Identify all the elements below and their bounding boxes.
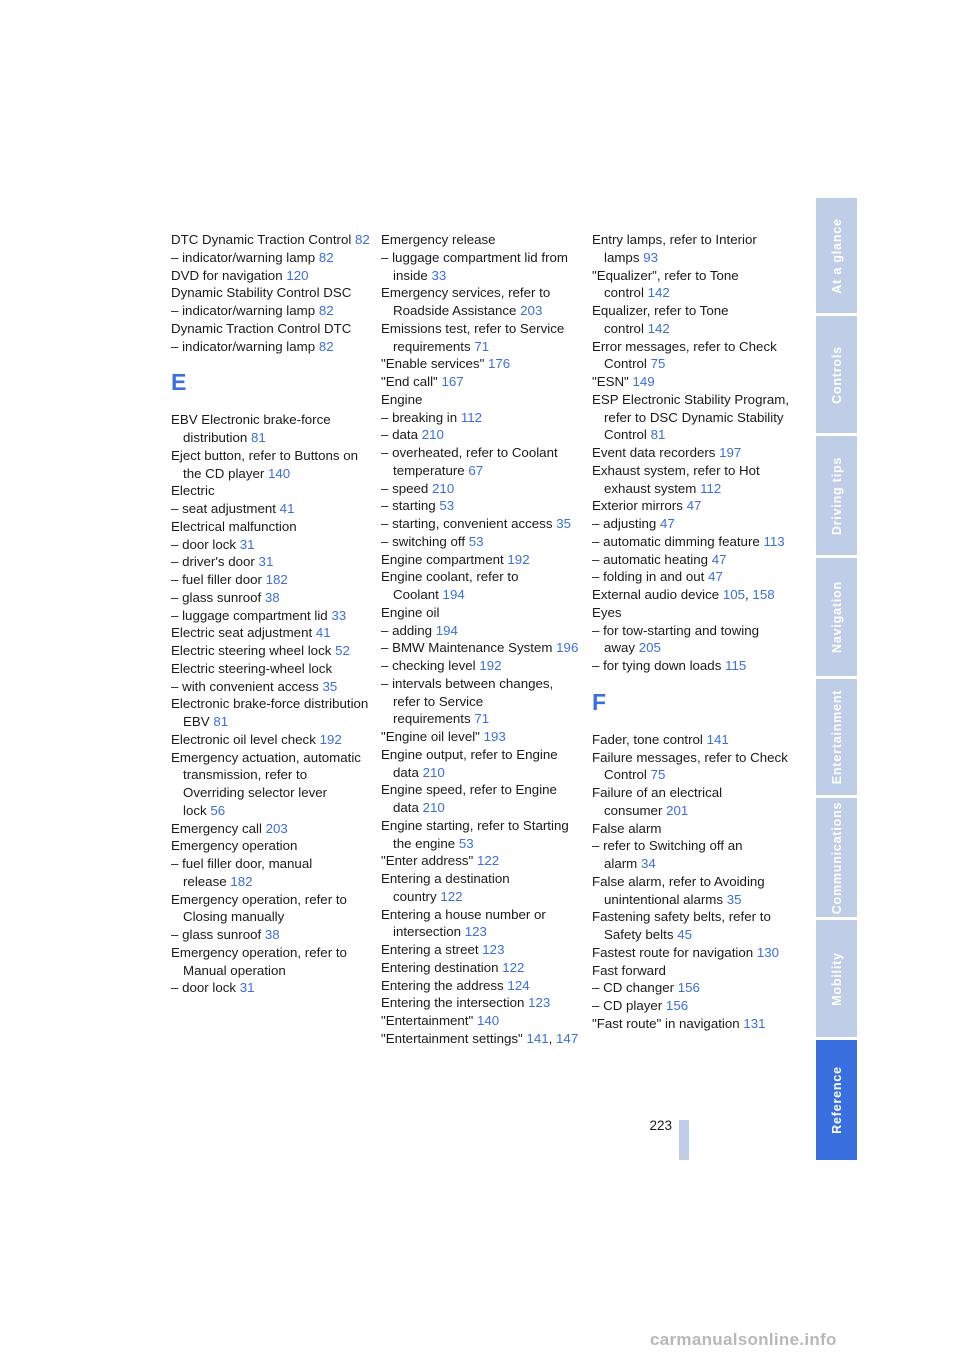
index-entry-text: Entry lamps, refer to Interior lamps [592,232,757,265]
page-reference-link[interactable]: 210 [421,427,444,443]
index-entry-text: Engine oil [381,604,440,620]
index-entry [171,624,371,642]
page-reference-link[interactable]: 41 [279,501,295,516]
index-entry-text: Emergency services, refer to Roadside Assistance [381,285,551,318]
page-reference-link[interactable]: 35 [726,891,742,907]
index-entry-text: "Enable services" [381,356,485,372]
index-entry-text: Emergency call [171,820,262,836]
index-entry-text: Engine speed, refer to Engine data [381,782,557,815]
page-reference-link[interactable]: 197 [719,445,742,460]
page-reference-link[interactable]: 52 [335,643,350,658]
index-entry [592,820,792,838]
page-reference-link[interactable]: 142 [647,285,670,301]
page-reference-link[interactable]: 158 [752,587,775,602]
watermark: carmanualsonline.info [650,1330,837,1349]
tab-driving-tips[interactable] [816,436,857,555]
index-entry-text: – adjusting [592,516,657,531]
index-column-2 [381,231,581,1048]
tab-entertainment[interactable] [816,679,857,795]
index-entry-text: Electric [171,483,215,499]
index-entry [171,855,371,891]
section-tabs [816,198,857,1160]
page-reference-link[interactable]: 47 [708,569,723,585]
index-entry-text: Emergency operation, refer to Closing manually [171,891,347,925]
index-entry [171,536,371,554]
page-reference-link[interactable]: 82 [318,249,334,265]
index-entry [171,749,371,820]
index-entry-text: Failure of an electrical consumer [592,785,723,818]
page-reference-link[interactable]: 192 [507,551,530,567]
index-entry [381,568,581,604]
page-reference-link[interactable]: 53 [458,835,474,851]
index-entry [381,497,581,515]
page-reference-link[interactable]: 122 [476,853,500,869]
index-entry-text: – seat adjustment [171,501,276,516]
page-reference-link[interactable]: 205 [638,640,661,656]
page-reference-link[interactable]: 156 [665,998,689,1013]
page-reference-link[interactable]: 67 [468,462,484,478]
index-entry [381,639,581,657]
page-reference-link[interactable]: 176 [488,356,511,372]
index-entry-text: – checking level [381,658,476,673]
index-entry-text: Exterior mirrors [592,498,683,514]
index-entry-text: DTC Dynamic Traction Control [171,232,352,247]
page-reference-link[interactable]: 115 [725,658,747,673]
index-entry [171,642,371,660]
index-entry [592,373,792,391]
page-reference-link[interactable]: 182 [265,572,288,587]
index-entry-text: Emergency operation, refer to Manual operation [171,944,347,978]
index-entry [171,518,371,536]
index-entry [381,426,581,444]
index-entry-text: – with convenient access [171,678,319,694]
index-entry-text: Electronic brake-force distribution EBV [171,696,369,729]
index-entry [381,675,581,728]
index-entry [381,977,581,995]
index-entry [381,959,581,977]
index-entry [592,731,792,749]
section-letter: F [592,688,607,715]
index-entry-text: Electric steering-wheel lock [171,660,333,676]
page-reference-link[interactable]: 33 [331,607,347,623]
index-entry [592,962,792,980]
index-entry-text: Eject button, refer to Buttons on the CD player [171,447,359,481]
page-reference-link[interactable]: 210 [432,480,455,496]
index-entry-text: – overheated, refer to Coolant temperature [381,445,558,478]
index-entry [381,746,581,782]
index-entry [592,231,792,267]
page-reference-link[interactable]: 35 [322,678,338,694]
page-reference-link[interactable]: 123 [528,995,551,1011]
page-reference-link[interactable]: 122 [502,959,525,975]
tab-label: Controls [829,345,844,404]
index-entry-text: – for tow-starting and towing away [592,622,760,656]
index-entry [171,553,371,571]
index-entry [592,1015,792,1033]
index-entry [592,444,792,462]
index-entry [171,302,371,320]
tab-label: Reference [829,1066,844,1134]
page-number: 223 [649,1118,672,1133]
page-reference-link[interactable]: 201 [666,802,689,818]
index-entry [381,852,581,870]
index-entry [171,820,371,838]
page-reference-link[interactable]: 38 [264,589,280,605]
page-reference-link[interactable]: 141 [526,1030,549,1046]
section-letter: E [171,369,187,396]
page-reference-link[interactable]: 194 [435,622,458,638]
index-entry-text: Emergency actuation, automatic transmission, refer to Overriding selector lever lock [171,749,361,818]
index-entry [592,604,792,622]
index-entry-text: – CD player [592,998,663,1013]
index-entry [592,497,792,515]
page-reference-link[interactable]: 38 [264,927,280,942]
page-reference-link[interactable]: 192 [479,658,502,673]
index-column-3 [592,231,792,1033]
index-entry [381,355,581,373]
index-entry-text: – breaking in [381,409,458,425]
page-reference-link[interactable]: 120 [286,267,309,283]
page-reference-link[interactable]: 41 [315,625,331,641]
tab-at-a-glance[interactable] [816,198,857,313]
index-entry-text: Engine output, refer to Engine data [381,746,558,780]
page-reference-link[interactable]: 140 [476,1013,500,1028]
index-entry-text: – BMW Maintenance System [381,640,553,656]
index-entry [592,749,792,785]
index-entry [381,231,581,249]
index-entry-text: – adding [381,622,433,638]
page-reference-link[interactable]: 53 [468,533,484,549]
index-entry-text: Entering the address [381,977,504,993]
page-reference-link[interactable]: 194 [442,587,465,602]
index-entry [592,462,792,498]
index-entry-text: – speed [381,480,429,496]
index-entry-text: Dynamic Stability Control DSC [171,285,352,301]
page-reference-link[interactable]: 131 [743,1015,766,1031]
index-entry-text: "Fast route" in navigation [592,1015,740,1031]
index-entry-text: "Equalizer", refer to Tone control [592,267,739,301]
index-entry: "Entertainment settings" 141, 147 [381,1030,579,1046]
page-reference-link[interactable]: 33 [431,267,447,283]
index-entry-text: Entering a destination country [381,871,510,904]
page-reference-link[interactable]: 167 [441,374,464,389]
index-entry [171,589,371,607]
index-entry-text: – indicator/warning lamp [171,249,316,265]
index-entry [381,515,581,533]
index-entry [592,391,792,444]
index-entry-text: Electric steering wheel lock [171,643,332,658]
page-reference-link[interactable]: 81 [650,427,666,443]
index-entry-text: – glass sunroof [171,589,262,605]
page-reference-link[interactable]: 56 [210,802,226,818]
index-entry-text: – folding in and out [592,569,705,585]
index-entry-text: – indicator/warning lamp [171,338,316,354]
index-entry-text: "Enter address" [381,853,474,869]
index-entry-text: Emergency release [381,232,496,247]
index-entry-text: Engine starting, refer to Starting the engine [381,817,569,851]
page-reference-link[interactable]: 123 [464,924,487,940]
page-reference-link[interactable]: 75 [650,356,666,372]
index-entry [381,409,581,427]
index-entry [171,249,371,267]
index-entry [381,994,581,1012]
index-entry-text: – CD changer [592,980,675,996]
page-reference-link[interactable]: 156 [677,980,700,996]
index-entry-text: – starting [381,498,436,514]
tab-communications[interactable] [816,798,857,917]
index-entry [171,267,371,285]
index-entry [592,784,792,820]
index-entry-text: Equalizer, refer to Tone control [592,303,729,336]
index-entry-text: – door lock [171,980,237,996]
index-entry-text: – driver's door [171,554,255,570]
index-entry-text: External audio device [592,587,720,602]
index-entry-text: "Entertainment" [381,1013,474,1028]
page-reference-link[interactable]: 75 [650,767,666,783]
index-entry [171,571,371,589]
index-entry [592,997,792,1015]
tab-label: Driving tips [829,456,844,535]
page-marker-bar [679,1120,689,1160]
index-entry-text: "Engine oil level" [381,729,480,744]
index-entry [592,338,792,374]
index-entry [171,678,371,696]
index-entry [171,231,371,249]
index-entry [381,249,581,285]
index-entry-text: Dynamic Traction Control DTC [171,320,352,336]
index-entry [592,533,792,551]
index-entry-text: – automatic dimming feature [592,533,760,549]
index-entry-text: Engine compartment [381,551,504,567]
index-entry-text: – intervals between changes, refer to Service requirements [381,675,554,727]
index-entry-text: Electrical malfunction [171,518,297,534]
index-entry-text: Electronic oil level check [171,731,316,747]
page-reference-link[interactable]: 123 [482,942,505,957]
page-reference-link[interactable]: 193 [483,729,506,744]
page-reference-link[interactable]: 82 [355,232,370,247]
index-column-1 [171,231,371,997]
index-entry [171,447,371,483]
page-reference-link[interactable]: 45 [677,927,692,942]
index-entry [171,338,371,356]
tab-label: Entertainment [829,689,844,785]
page-reference-link[interactable]: 140 [268,465,291,481]
index-entry-text: – door lock [171,536,237,552]
index-entry-text: – fuel filler door [171,572,262,587]
index-entry-text: Failure messages, refer to Check Control [592,749,788,783]
index-entry-text: – glass sunroof [171,927,262,942]
page-reference-link[interactable]: 182 [230,873,253,889]
index-entry [381,480,581,498]
page-reference-link[interactable]: 105 [722,587,746,602]
page-reference-link[interactable]: 47 [660,516,675,531]
index-entry [381,817,581,853]
index-entry [171,891,371,927]
index-entry-text: – for tying down loads [592,658,722,673]
tab-label: Communications [829,801,844,914]
index-entry [592,944,792,962]
index-entry-text: – refer to Switching off an alarm [592,838,743,871]
page-reference-link[interactable]: 112 [460,409,483,425]
index-entry [381,906,581,942]
tab-controls[interactable] [816,316,857,433]
index-entry-text: – indicator/warning lamp [171,303,316,318]
index-entry-text: "ESN" [592,374,629,389]
page-reference-link[interactable]: 210 [422,764,445,780]
index-entry-text: – luggage compartment lid [171,607,328,623]
index-entry [381,622,581,640]
index-entry-text: – fuel filler door, manual release [171,856,313,889]
index-entry-text: Entering a house number or intersection [381,906,546,940]
index-entry: External audio device 105, 158 [592,587,775,602]
page-reference-link[interactable]: 203 [265,820,288,836]
index-entry [171,607,371,625]
index-entry-text: Entering the intersection [381,995,525,1011]
index-entry-text: False alarm, refer to Avoiding unintentional alarms [592,873,765,907]
index-entry [171,944,371,980]
index-entry [381,870,581,906]
index-entry [381,1012,581,1030]
index-entry [171,284,371,302]
page-reference-link[interactable]: 35 [556,516,571,531]
page-reference-link[interactable]: 53 [439,498,455,514]
index-entry [171,926,371,944]
index-entry [381,941,581,959]
page-reference-link[interactable]: 149 [632,374,655,389]
page-reference-link[interactable]: 142 [647,320,670,336]
page-reference-link[interactable]: 130 [756,944,780,960]
index-entry [592,568,792,586]
index-entry-text: ESP Electronic Stability Program, refer to DSC Dynamic Stability Control [592,391,790,443]
index-entry-text: – luggage compartment lid from inside [381,249,568,283]
page-reference-link[interactable]: 31 [239,536,255,552]
index-entry [592,908,792,944]
index-entry [381,320,581,356]
page-reference-link[interactable]: 71 [474,711,490,727]
index-entry [381,444,581,480]
index-entry-text: Engine [381,391,423,407]
tab-navigation[interactable] [816,558,857,676]
index-entry [381,604,581,622]
index-entry-text: False alarm [592,820,662,836]
index-entry [381,373,581,391]
page-reference-link[interactable]: 203 [520,303,543,318]
index-entry [381,391,581,409]
tab-reference[interactable] [816,1040,857,1160]
index-entry [592,515,792,533]
page-reference-link[interactable]: 122 [440,888,463,904]
index-entry [381,657,581,675]
tab-label: Navigation [829,581,844,653]
index-entry-text: – switching off [381,533,466,549]
index-entry-text: Emissions test, refer to Service requirements [381,320,565,354]
index-entry [592,657,792,675]
page-reference-link[interactable]: 81 [213,714,229,729]
index-entry-text: Fastening safety belts, refer to Safety belts [592,909,771,942]
index-entry-text: "Entertainment settings" [381,1030,523,1046]
page-reference-link[interactable]: 47 [711,551,727,567]
page-reference-link[interactable]: 47 [686,498,702,514]
index-entry [381,781,581,817]
index-entry [381,551,581,569]
index-entry-text: DVD for navigation [171,267,283,283]
index-entry-text: – data [381,427,418,443]
index-entry [171,979,371,997]
page-reference-link[interactable]: 124 [507,977,530,993]
index-entry-text: Event data recorders [592,445,716,460]
index-entry-text: Entering a street [381,942,479,957]
index-entry-text: Eyes [592,604,622,620]
index-entry [592,267,792,303]
index-entry-text: Entering destination [381,959,499,975]
page-reference-link[interactable]: 81 [251,430,266,445]
index-entry [171,837,371,855]
page-reference-link[interactable]: 31 [258,554,274,570]
index-entry [171,731,371,749]
index-entry [171,500,371,518]
index-entry [171,320,371,338]
index-entry [592,873,792,909]
index-entry-text: Fastest route for navigation [592,944,754,960]
page-reference-link[interactable]: 34 [640,856,656,871]
index-entry-text: Exhaust system, refer to Hot exhaust system [592,462,760,496]
page-reference-link[interactable]: 192 [319,731,342,747]
page-reference-link[interactable]: 82 [318,338,334,354]
page-reference-link[interactable]: 147 [556,1030,579,1046]
index-entry-text: – automatic heating [592,551,709,567]
tab-mobility[interactable] [816,920,857,1037]
page-reference-link[interactable]: 71 [474,338,490,354]
tab-label: Mobility [829,951,844,1006]
index-entry [592,622,792,658]
page-reference-link[interactable]: 210 [422,800,445,815]
index-entry [171,660,371,678]
index-entry [171,411,371,447]
index-entry-text: Fast forward [592,962,666,978]
page-reference-link[interactable]: 31 [239,980,255,996]
page-reference-link[interactable]: 82 [318,303,334,318]
index-entry-text: Emergency operation [171,838,298,854]
index-entry [592,979,792,997]
index-entry [592,551,792,569]
page-reference-link[interactable]: 141 [706,731,729,747]
index-entry [381,728,581,746]
index-entry-text: Electric seat adjustment [171,625,313,641]
index-entry-text: – starting, convenient access [381,516,553,531]
index-entry [381,284,581,320]
page-reference-link[interactable]: 113 [763,533,785,549]
page-reference-link[interactable]: 93 [643,249,658,265]
page-reference-link[interactable]: 196 [556,640,579,656]
index-entry-text: "End call" [381,374,438,389]
index-entry-text: Error messages, refer to Check Control [592,338,777,372]
index-entry [381,533,581,551]
index-entry [592,837,792,873]
index-entry [171,482,371,500]
tab-label: At a glance [829,217,844,294]
index-entry-text: Engine coolant, refer to Coolant [381,569,519,602]
index-entry [171,695,371,731]
index-entry-text: EBV Electronic brake-force distribution [171,412,331,445]
index-entry-text: Fader, tone control [592,731,703,747]
page-reference-link[interactable]: 112 [700,480,722,496]
index-entry [592,302,792,338]
